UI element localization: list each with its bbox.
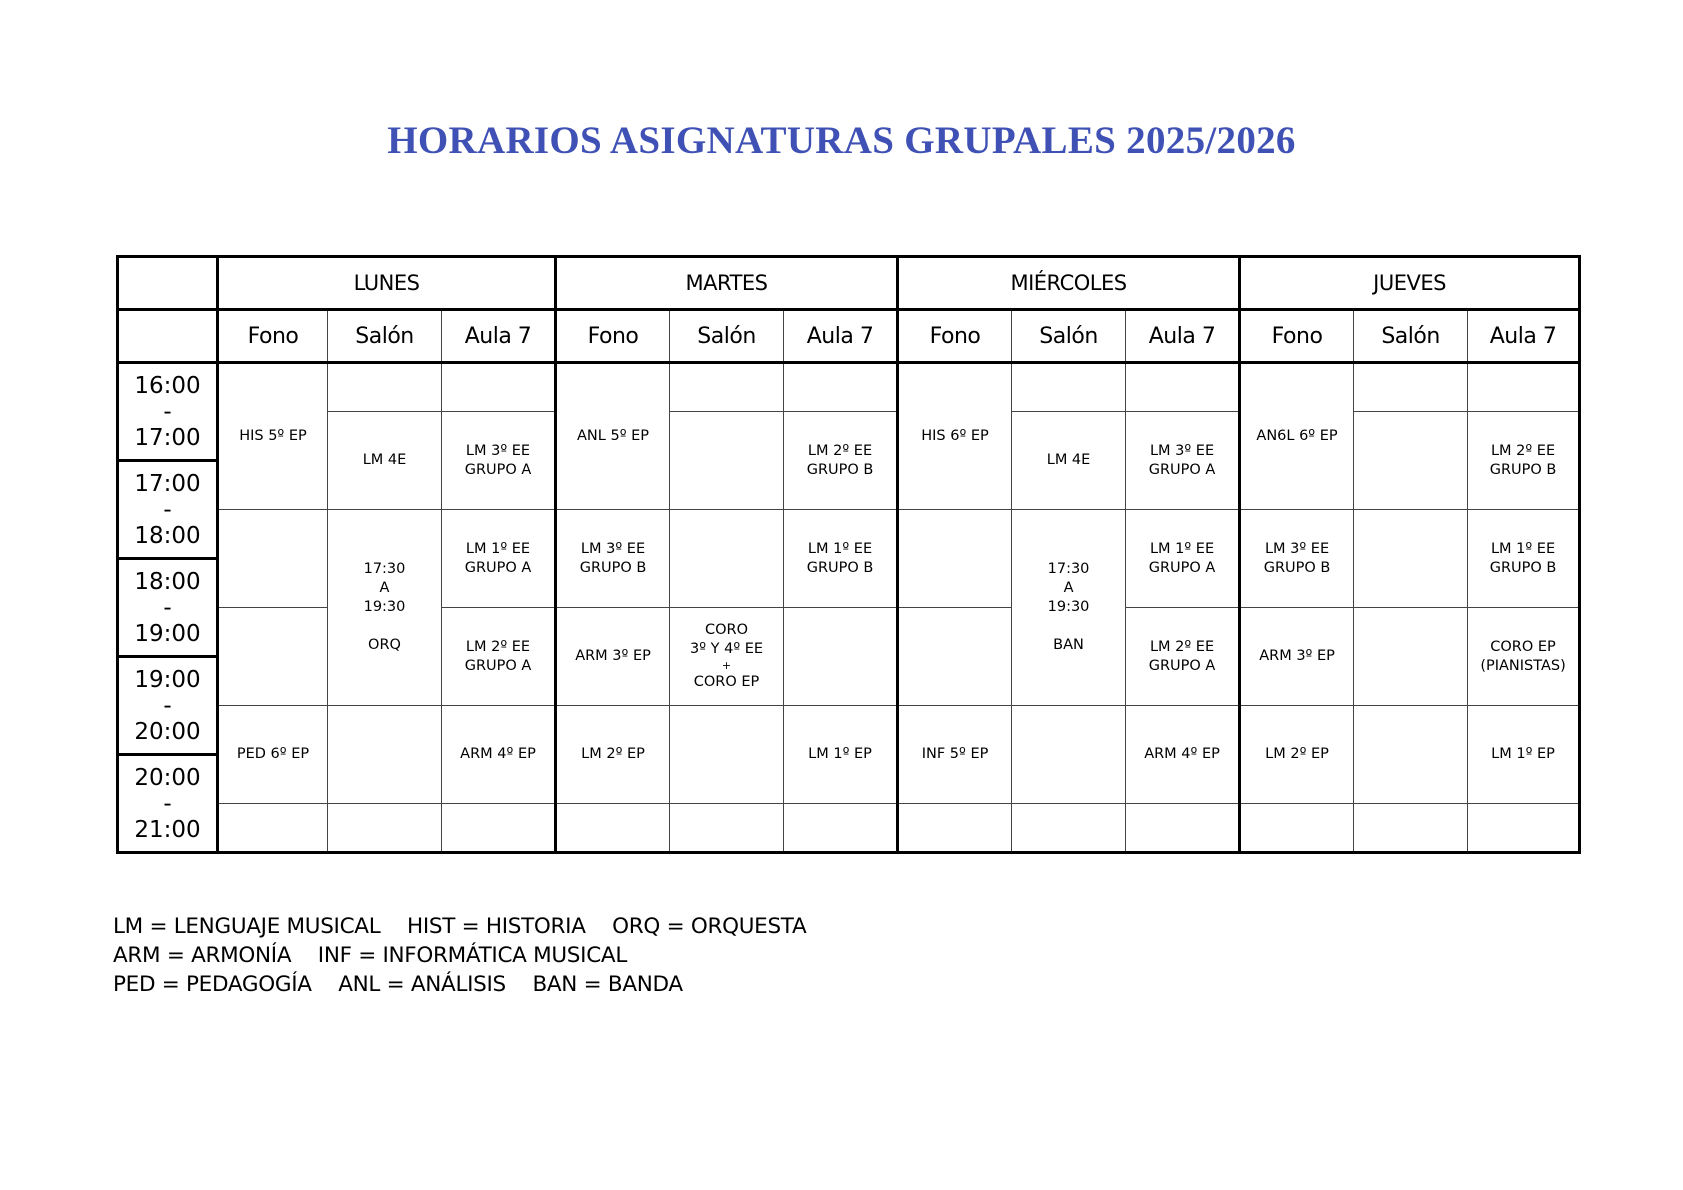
class-cell: LM 2º EE GRUPO A: [442, 608, 556, 706]
empty-cell: [556, 804, 670, 853]
class-cell: LM 1º EP: [784, 706, 898, 804]
room-header: Aula 7: [1468, 310, 1580, 363]
room-header: Fono: [1240, 310, 1354, 363]
class-cell: HIS 6º EP: [898, 363, 1012, 510]
empty-cell: [1354, 363, 1468, 412]
empty-cell: [218, 510, 328, 608]
room-header: Salón: [670, 310, 784, 363]
empty-cell: [1240, 804, 1354, 853]
empty-cell: [218, 608, 328, 706]
empty-cell: [1012, 706, 1126, 804]
empty-cell: [1468, 804, 1580, 853]
class-cell: LM 3º EE GRUPO B: [556, 510, 670, 608]
room-header: Fono: [556, 310, 670, 363]
page-title: HORARIOS ASIGNATURAS GRUPALES 2025/2026: [387, 119, 1296, 162]
class-cell: LM 1º EE GRUPO B: [784, 510, 898, 608]
empty-cell: [1012, 804, 1126, 853]
empty-cell: [442, 363, 556, 412]
time-slot: 20:00 - 21:00: [118, 755, 218, 853]
class-cell: LM 1º EE GRUPO A: [1126, 510, 1240, 608]
empty-cell: [784, 363, 898, 412]
empty-cell: [670, 510, 784, 608]
class-cell: HIS 5º EP: [218, 363, 328, 510]
room-header: Aula 7: [1126, 310, 1240, 363]
empty-cell: [1354, 608, 1468, 706]
class-cell: LM 2º EE GRUPO B: [784, 412, 898, 510]
empty-cell: [1354, 412, 1468, 510]
schedule-table: [116, 255, 1581, 854]
class-cell: ARM 4º EP: [1126, 706, 1240, 804]
empty-cell: [1126, 363, 1240, 412]
class-cell: LM 3º EE GRUPO B: [1240, 510, 1354, 608]
legend: [113, 912, 826, 999]
day-header-martes: MARTES: [556, 257, 898, 310]
time-slot: 16:00 - 17:00: [118, 363, 218, 461]
empty-cell: [670, 363, 784, 412]
class-cell: ANL 5º EP: [556, 363, 670, 510]
corner-cell: [118, 257, 218, 310]
room-header: Salón: [328, 310, 442, 363]
empty-cell: [670, 706, 784, 804]
legend-line: PED = PEDAGOGÍA ANL = ANÁLISIS BAN = BANDA: [113, 972, 683, 997]
room-header: Salón: [1012, 310, 1126, 363]
empty-cell: [898, 608, 1012, 706]
legend-line: LM = LENGUAJE MUSICAL HIST = HISTORIA ORQ = ORQUESTA: [113, 914, 807, 939]
room-header: Aula 7: [442, 310, 556, 363]
empty-cell: [1354, 706, 1468, 804]
class-cell: ARM 3º EP: [556, 608, 670, 706]
room-header: Fono: [898, 310, 1012, 363]
class-cell: LM 4E: [328, 412, 442, 510]
legend-line: ARM = ARMONÍA INF = INFORMÁTICA MUSICAL: [113, 943, 627, 968]
empty-cell: [328, 804, 442, 853]
empty-cell: [328, 363, 442, 412]
room-header: Fono: [218, 310, 328, 363]
class-cell: 17:30 A 19:30 ORQ: [328, 510, 442, 706]
empty-cell: [1012, 363, 1126, 412]
class-cell: AN6L 6º EP: [1240, 363, 1354, 510]
class-cell: LM 4E: [1012, 412, 1126, 510]
class-cell: PED 6º EP: [218, 706, 328, 804]
corner-cell-2: [118, 310, 218, 363]
empty-cell: [1126, 804, 1240, 853]
class-cell: ARM 4º EP: [442, 706, 556, 804]
class-cell: LM 2º EE GRUPO B: [1468, 412, 1580, 510]
empty-cell: [218, 804, 328, 853]
day-header-lunes: LUNES: [218, 257, 556, 310]
day-header-miercoles: MIÉRCOLES: [898, 257, 1240, 310]
empty-cell: [1468, 363, 1580, 412]
empty-cell: [1354, 510, 1468, 608]
empty-cell: [442, 804, 556, 853]
class-cell: INF 5º EP: [898, 706, 1012, 804]
class-cell: CORO EP (PIANISTAS): [1468, 608, 1580, 706]
room-header: Aula 7: [784, 310, 898, 363]
class-cell: LM 3º EE GRUPO A: [442, 412, 556, 510]
time-slot: 19:00 - 20:00: [118, 657, 218, 755]
empty-cell: [1354, 804, 1468, 853]
day-header-jueves: JUEVES: [1240, 257, 1580, 310]
time-slot: 18:00 - 19:00: [118, 559, 218, 657]
room-header: Salón: [1354, 310, 1468, 363]
empty-cell: [898, 804, 1012, 853]
class-cell: LM 3º EE GRUPO A: [1126, 412, 1240, 510]
empty-cell: [784, 608, 898, 706]
class-cell: LM 2º EP: [556, 706, 670, 804]
empty-cell: [898, 510, 1012, 608]
empty-cell: [670, 412, 784, 510]
class-cell: LM 1º EP: [1468, 706, 1580, 804]
class-cell: 17:30 A 19:30 BAN: [1012, 510, 1126, 706]
empty-cell: [328, 706, 442, 804]
class-cell: LM 2º EE GRUPO A: [1126, 608, 1240, 706]
class-cell: LM 2º EP: [1240, 706, 1354, 804]
time-slot: 17:00 - 18:00: [118, 461, 218, 559]
class-cell: LM 1º EE GRUPO A: [442, 510, 556, 608]
class-cell: LM 1º EE GRUPO B: [1468, 510, 1580, 608]
class-cell: ARM 3º EP: [1240, 608, 1354, 706]
empty-cell: [784, 804, 898, 853]
empty-cell: [670, 804, 784, 853]
class-cell: CORO 3º Y 4º EE + CORO EP: [670, 608, 784, 706]
